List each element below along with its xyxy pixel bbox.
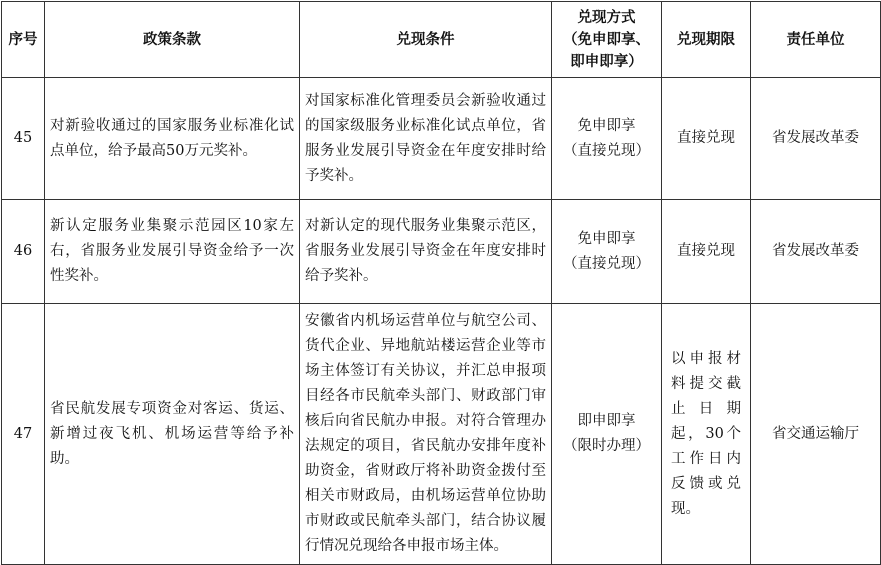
row-seq: 45 [2, 78, 45, 200]
header-unit: 责任单位 [751, 2, 881, 78]
policy-table [1, 1, 881, 565]
table-row [2, 78, 881, 200]
header-policy: 政策条款 [45, 2, 300, 78]
table-header-row [2, 2, 881, 78]
row-seq: 46 [2, 200, 45, 304]
row-unit: 省发展改革委 [751, 200, 881, 304]
row-policy: 新认定服务业集聚示范园区10家左右，省服务业发展引导资金给予一次性奖补。 [45, 200, 300, 304]
header-method [552, 2, 662, 78]
row-method-line2: （直接兑现） [563, 255, 650, 272]
header-conditions: 兑现条件 [300, 2, 552, 78]
row-conditions: 对国家标准化管理委员会新验收通过的国家级服务业标准化试点单位，省服务业发展引导资金在年度安排时给予奖补。 [300, 78, 552, 200]
header-period: 兑现期限 [662, 2, 751, 78]
row-policy: 对新验收通过的国家服务业标准化试点单位，给予最高50万元奖补。 [45, 78, 300, 200]
row-method [552, 304, 662, 565]
row-seq: 47 [2, 304, 45, 565]
row-conditions: 对新认定的现代服务业集聚示范区，省服务业发展引导资金在年度安排时给予奖补。 [300, 200, 552, 304]
header-seq: 序号 [2, 2, 45, 78]
row-unit: 省发展改革委 [751, 78, 881, 200]
table-row [2, 200, 881, 304]
header-method-line3: 即申即享） [570, 53, 643, 70]
row-method-line1: 免申即享 [577, 230, 636, 247]
header-method-line2: （免申即享、 [563, 31, 650, 48]
row-method [552, 200, 662, 304]
row-policy: 省民航发展专项资金对客运、货运、新增过夜飞机、机场运营等给予补助。 [45, 304, 300, 565]
row-period: 直接兑现 [662, 200, 751, 304]
row-method-line2: （限时办理） [563, 438, 650, 454]
row-method [552, 78, 662, 200]
table-row [2, 304, 881, 565]
row-method-line1: 免申即享 [577, 117, 636, 134]
row-unit: 省交通运输厅 [751, 304, 881, 565]
row-method-line2: （直接兑现） [563, 142, 650, 159]
row-method-line1: 即申即享 [577, 413, 636, 429]
header-method-line1: 兑现方式 [577, 9, 636, 26]
row-period: 以申报材料提交截止日期起，30个工作日内反馈或兑现。 [662, 304, 751, 565]
row-conditions: 安徽省内机场运营单位与航空公司、货代企业、异地航站楼运营企业等市场主体签订有关协议，并汇总申报项目经各市民航牵头部门、财政部门审核后向省民航办申报。对符合管理办法规定的项目，省民航办安排年度补助资金，省财政厅将补助资金拨付至相关市财政局，由机场运营单位协助市财政或民航牵头部门，结合协议履行情况兑现给各申报市场主体。 [300, 304, 552, 565]
row-period: 直接兑现 [662, 78, 751, 200]
